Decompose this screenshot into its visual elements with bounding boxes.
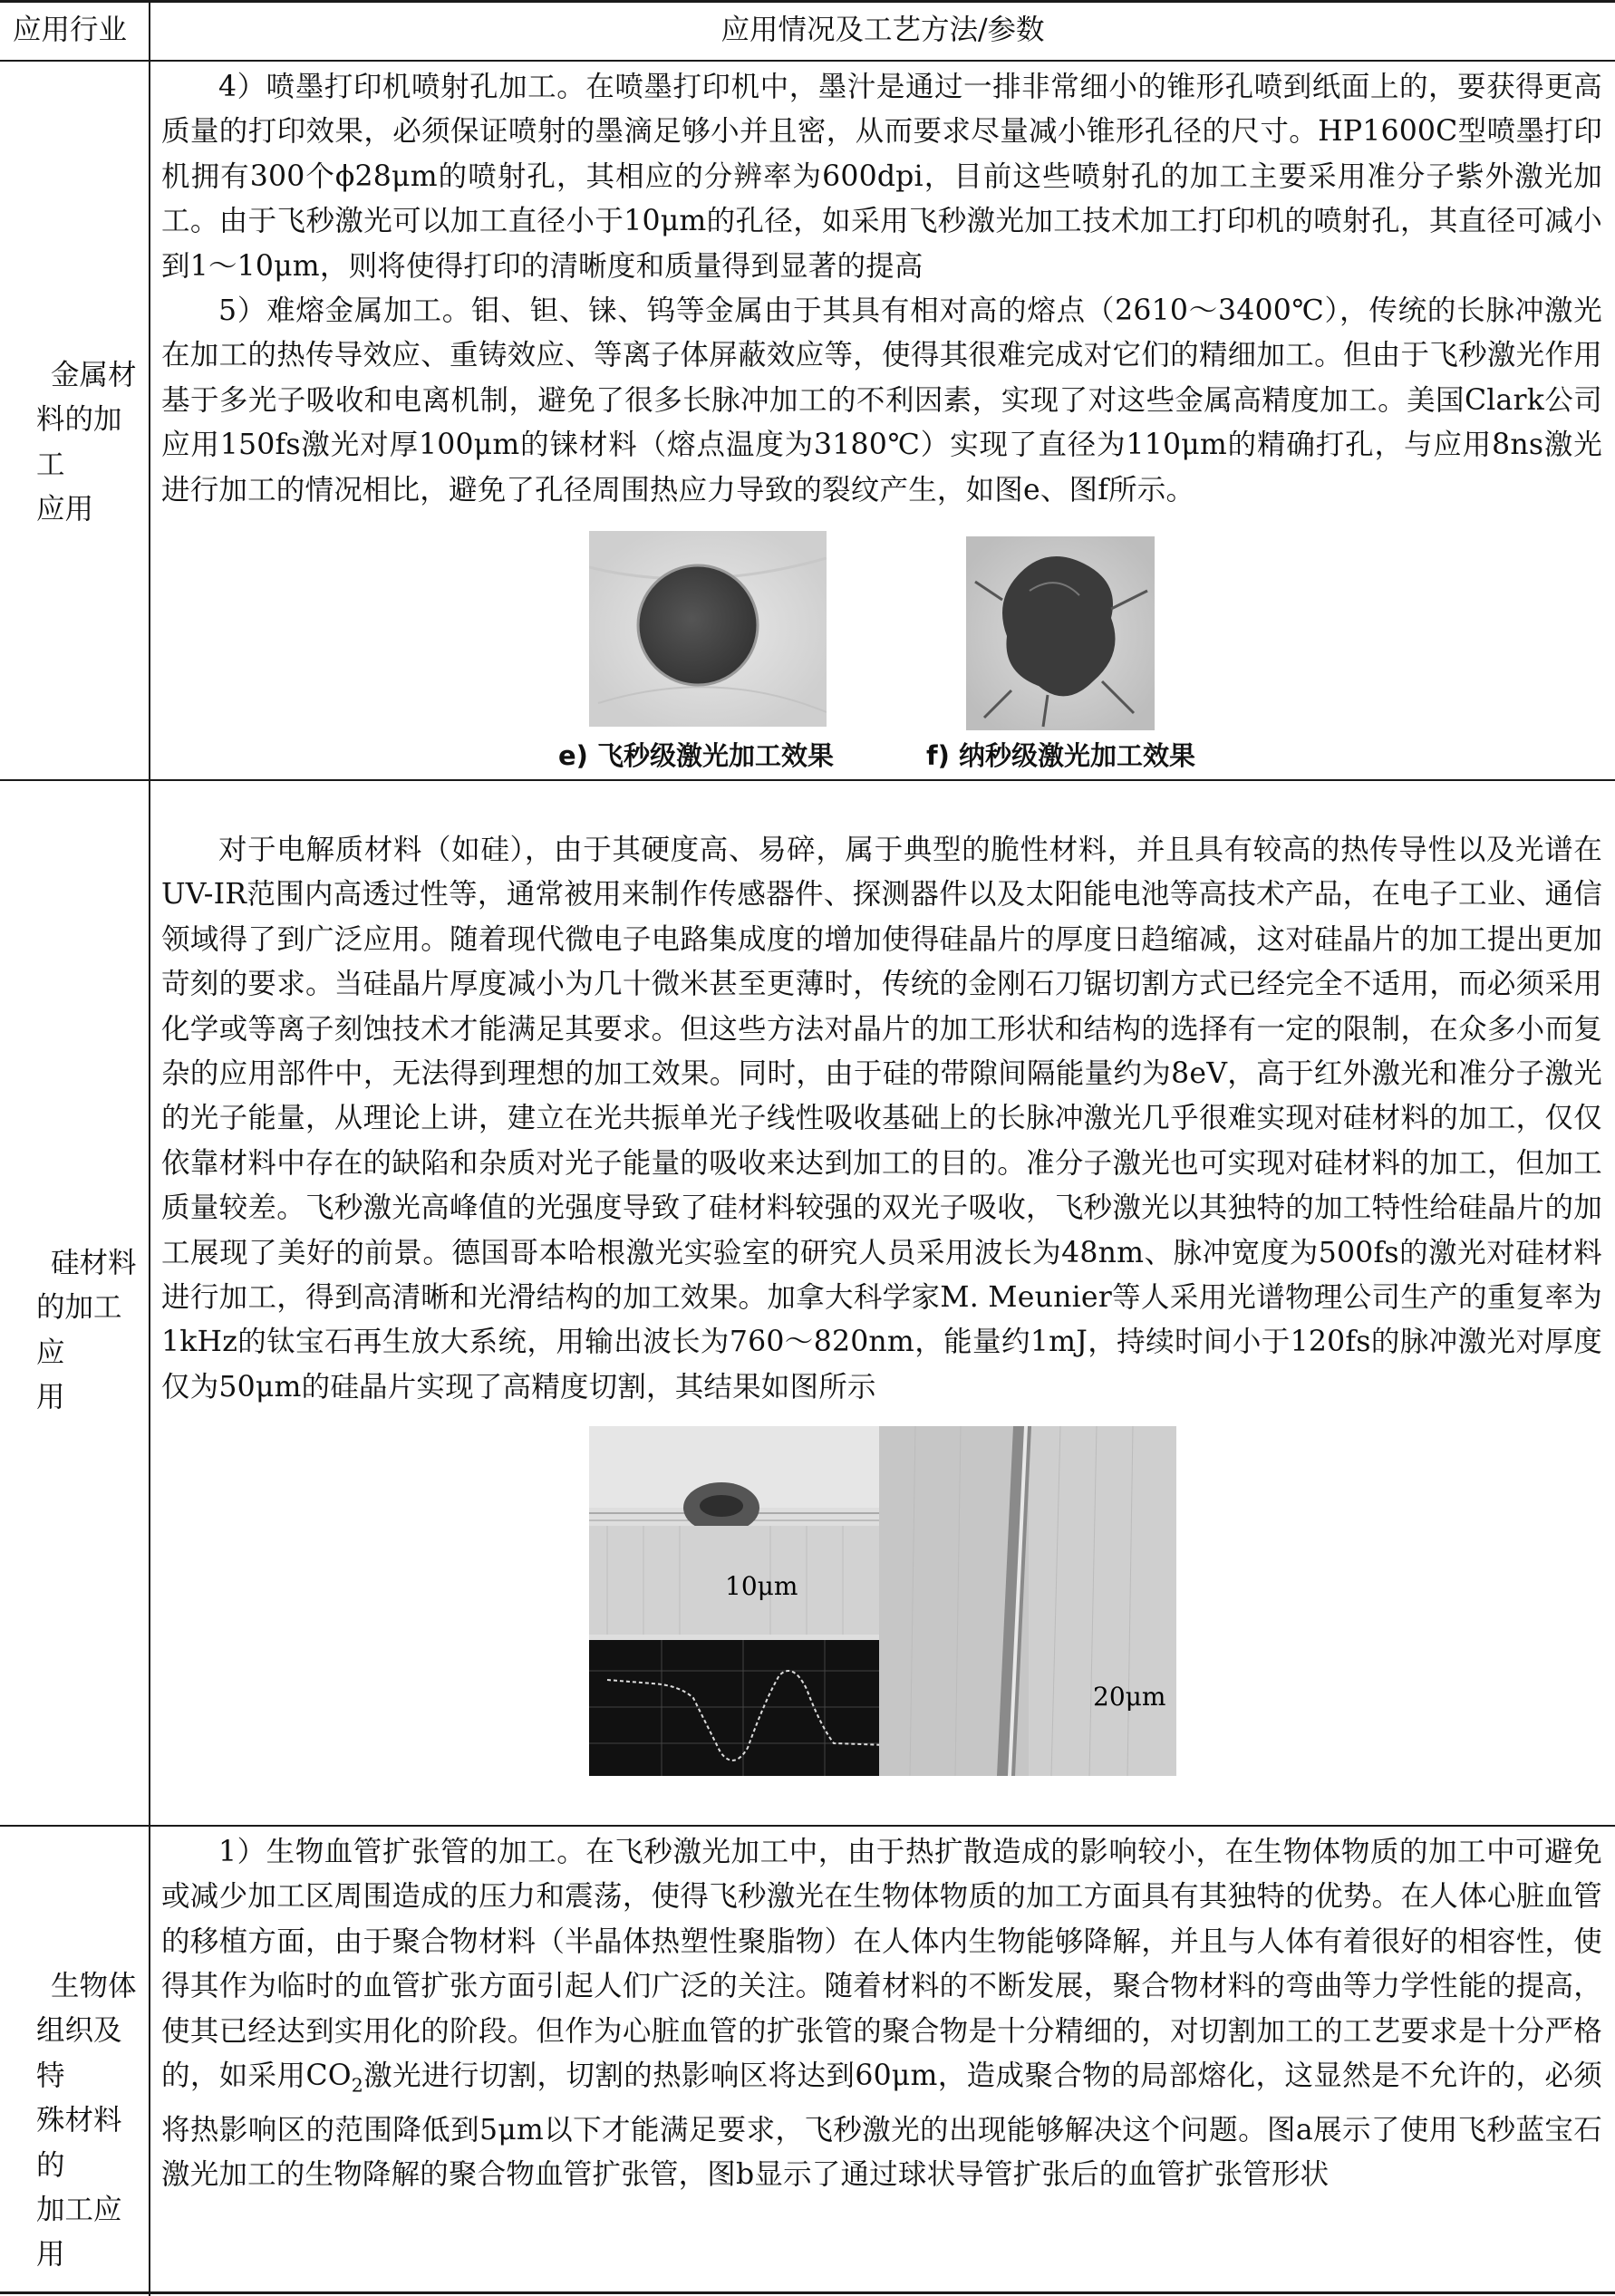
industry-line: 料的加工 (36, 403, 122, 481)
header-bottom-border (0, 60, 1615, 62)
industry-line: 组织及特 (36, 2014, 122, 2092)
industry-line: 硅材料 (51, 1247, 137, 1279)
silicon-text (161, 828, 1602, 1410)
industry-line: 应用 (36, 493, 94, 526)
column-divider (149, 0, 150, 2296)
paragraph-stent (161, 1830, 1602, 2198)
industry-line: 加工应用 (36, 2194, 122, 2272)
metal-text (161, 65, 1602, 513)
paragraph-refractory: 5）难熔金属加工。钼、钽、铼、钨等金属由于其具有相对高的熔点（2610～3400℃），传统的长脉冲激光在加工的热传导效应、重铸效应、等离子体屏蔽效应等，使得其很难完成对它们的精细加工。但由于飞秒激光作用基于多光子吸收和电离机制，避免了很多长脉冲加工的不利因素，实现了对这些金属高精度加工。美国Clark公司应用150fs激光对厚100μm的铼材料（熔点温度为3180℃）实现了直径为110μm的精确打孔，与应用8ns激光进行加工的情况相比，避免了孔径周围热应力导致的裂纹产生，如图e、图f所示。 (161, 294, 1602, 506)
industry-biological (0, 1964, 149, 2278)
row1-bottom-border (0, 779, 1615, 781)
industry-silicon (0, 1241, 149, 1421)
caption-f: f) 纳秒级激光加工效果 (926, 740, 1195, 771)
caption-e: e) 飞秒级激光加工效果 (558, 740, 835, 771)
biological-text (161, 1830, 1602, 2198)
industry-line: 用 (36, 1381, 65, 1414)
figure-e-femtosecond-hole (589, 531, 827, 727)
paragraph-silicon: 对于电解质材料（如硅），由于其硬度高、易碎，属于典型的脆性材料，并且具有较高的热传导性以及光谱在UV-IR范围内高透过性等，通常被用来制作传感器件、探测器件以及太阳能电池等高技术产品，在电子工业、通信领域得了到广泛应用。随着现代微电子电路集成度的增加使得硅晶片的厚度日趋缩减，这对硅晶片的加工提出更加苛刻的要求。当硅晶片厚度减小为几十微米甚至更薄时，传统的金刚石刀锯切割方式已经完全不适用，而必须采用化学或等离子刻蚀技术才能满足其要求。但这些方法对晶片的加工形状和结构的选择有一定的限制，在众多小而复杂的应用部件中，无法得到理想的加工效果。同时，由于硅的带隙间隔能量约为8eV，高于红外激光和准分子激光的光子能量，从理论上讲，建立在光共振单光子线性吸收基础上的长脉冲激光几乎很难实现对硅材料的加工，仅仅依靠材料中存在的缺陷和杂质对光子能量的吸收来达到加工的目的。准分子激光也可实现对硅材料的加工，但加工质量较差。飞秒激光高峰值的光强度导致了硅材料较强的双光子吸收，飞秒激光以其独特的加工特性给硅晶片的加工展现了美好的前景。德国哥本哈根激光实验室的研究人员采用波长为48nm、脉冲宽度为500fs的激光对硅材料进行加工，得到高清晰和光滑结构的加工效果。加拿大科学家M. Meunier等人采用光谱物理公司生产的重复率为1kHz的钛宝石再生放大系统，用输出波长为760～820nm，能量约1mJ，持续时间小于120fs的脉冲激光对厚度仅为50μm的硅晶片实现了高精度切割，其结果如图所示 (161, 834, 1602, 1404)
scale-label-10um: 10μm (725, 1571, 798, 1601)
industry-metal (0, 353, 149, 533)
header-details: 应用情况及工艺方法/参数 (720, 14, 1045, 46)
stent-text-a: 1）生物血管扩张管的加工。在飞秒激光加工中，由于热扩散造成的影响较小，在生物体物质的加工中可避免或减少加工区周围造成的压力和震荡，使得飞秒激光在生物体物质的加工方面具有其独特的优势。在人体心脏血管的移植方面，由于聚合物材料（半晶体热塑性聚脂物）在人体内生物能够降解，并且与人体有着很好的相容性，使得其作为临时的血管扩张方面引起人们广泛的关注。随着材料的不断发展，聚合物材料的弯曲等力学性能的提高，使其已经达到实用化的阶段。但作为心脏血管的扩张管的聚合物是十分精细的，对切割加工的工艺要求是十分严格的，如采用CO (161, 1836, 1602, 2093)
header-industry: 应用行业 (13, 14, 128, 46)
industry-line: 生物体 (51, 1970, 137, 2002)
table-bottom-border (0, 2291, 1615, 2294)
figure-silicon-hole-sem (589, 1426, 895, 1776)
paragraph-inkjet: 4）喷墨打印机喷射孔加工。在喷墨打印机中，墨汁是通过一排非常细小的锥形孔喷到纸面上的，要获得更高质量的打印效果，必须保证喷射的墨滴足够小并且密，从而要求尽量减小锥形孔径的尺寸。HP1600C型喷墨打印机拥有300个ϕ28μm的喷射孔，其相应的分辨率为600dpi，目前这些喷射孔的加工主要采用准分子紫外激光加工。由于飞秒激光可以加工直径小于10μm的孔径，如采用飞秒激光加工技术加工打印机的喷射孔，其直径可减小到1～10μm，则将使得打印的清晰度和质量得到显著的提高 (161, 71, 1602, 283)
scale-label-20um: 20μm (1093, 1682, 1166, 1712)
industry-line: 金属材 (51, 359, 137, 391)
figure-f-nanosecond-hole (966, 536, 1155, 730)
industry-line: 的加工应 (36, 1291, 122, 1369)
co2-subscript: 2 (351, 2074, 364, 2097)
stent-text-b: 激光进行切割，切割的热影响区将达到60μm，造成聚合物的局部熔化，这显然是不允许的，必须将热影响区的范围降低到5μm以下才能满足要求，飞秒激光的出现能够解决这个问题。图a展示了使用飞秒蓝宝石激光加工的生物降解的聚合物血管扩张管，图b显示了通过球状导管扩张后的血管扩张管形状 (161, 2060, 1603, 2192)
row2-bottom-border (0, 1825, 1615, 1827)
industry-line: 殊材料的 (36, 2104, 122, 2182)
figure-silicon-cut-sem (879, 1426, 1176, 1776)
